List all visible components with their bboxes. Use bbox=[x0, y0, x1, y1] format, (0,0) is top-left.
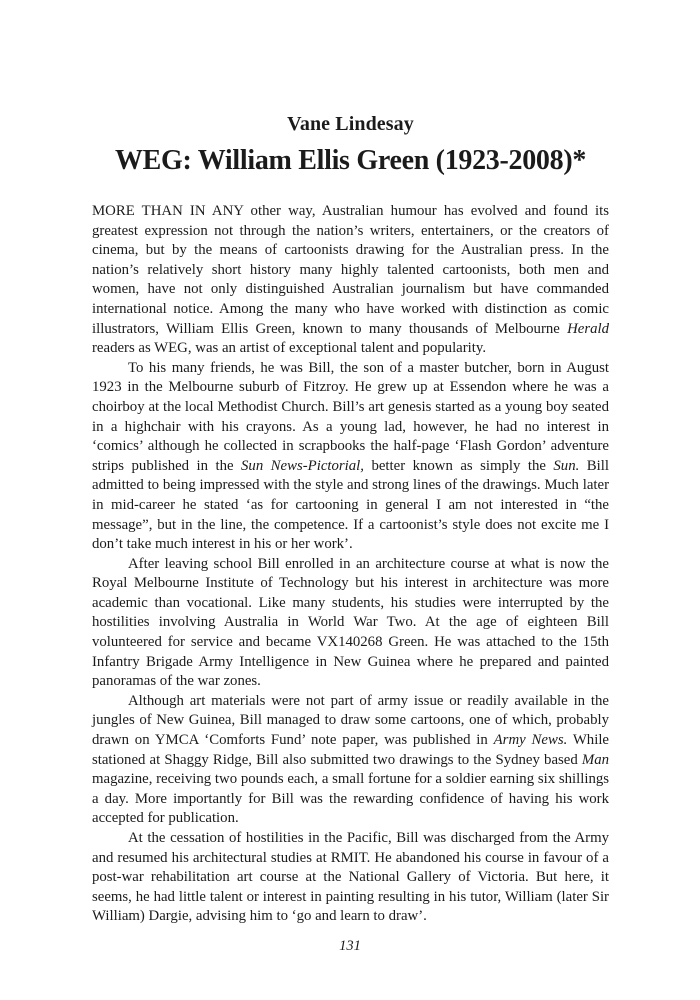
paragraph-1-text: MORE THAN IN ANY other way, Australian humour has evolved and found its greatest expression not through the nation’s writers, entertainers, or the creators of cinema, but by the means of cartoonists drawing for the Australian press. In the nation’s relatively short history many highly talented cartoonists, both men and women, have not only distinguished Australian journalism but have commanded international notice. Among the many who have worked with distinction as comic illustrators, William Ellis Green, known to many thousands of Melbourne bbox=[92, 203, 609, 337]
page-number: 131 bbox=[339, 938, 361, 954]
paragraph-1-text-end: readers as WEG, was an artist of exceptional talent and popularity. bbox=[92, 340, 487, 357]
paragraph-5 bbox=[92, 829, 609, 927]
paragraph-2-italic-sun: Sun. bbox=[553, 457, 580, 474]
paragraph-2-text-end: Bill admitted to being impressed with the style and strong lines of the drawings. Much later in mid-career he stated ‘as for cartooning in general I am not interested in “the message”, but in the line, the competence. If a cartoonist’s style does not excite me I don’t take much interest in his or her work’. bbox=[92, 457, 609, 553]
author-name: Vane Lindesay bbox=[287, 113, 414, 135]
paragraph-3 bbox=[92, 555, 609, 692]
paragraph-4-text: Although art materials were not part of army issue or readily available in the jungles of New Guinea, Bill managed to draw some cartoons, one of which, probably drawn on YMCA ‘Comforts Fund’ note paper, was published in bbox=[92, 692, 609, 749]
paragraph-5-text: At the cessation of hostilities in the Pacific, Bill was discharged from the Army and resumed his architectural studies at RMIT. He abandoned his course in favour of a post-war rehabilitation art course at the National Gallery of Victoria. But here, it seems, he had little talent or interest in painting resulting in his tutor, William (later Sir William) Dargie, advising him to ‘go and learn to draw’. bbox=[92, 830, 609, 925]
article-page bbox=[92, 112, 609, 927]
paragraph-2-text-mid: better known as simply the bbox=[363, 457, 554, 474]
paragraph-2 bbox=[92, 359, 609, 555]
paragraph-2-italic-sun-news-pictorial: Sun News-Pictorial, bbox=[241, 457, 364, 474]
paragraph-4-italic-man: Man bbox=[581, 751, 609, 768]
paragraph-1-italic-herald: Herald bbox=[567, 320, 609, 337]
paragraph-4 bbox=[92, 692, 609, 829]
paragraph-3-text: After leaving school Bill enrolled in an architecture course at what is now the Royal Melbourne Institute of Technology but his interest in architecture was more academic than vocational. Like many students, his studies were interrupted by the hostilities involving Australia in World War Two. At the age of eighteen Bill volunteered for service and became VX140268 Green. He was attached to the 15th Infantry Brigade Army Intelligence in New Guinea where he prepared and painted panoramas of the war zones. bbox=[92, 555, 609, 690]
article-body bbox=[92, 202, 609, 927]
paragraph-2-text: To his many friends, he was Bill, the son of a master butcher, born in August 1923 in the Melbourne suburb of Fitzroy. He grew up at Essendon where he was a choirboy at the local Methodist Church. Bill’s art genesis started as a young boy seated in a highchair with his crayons. As a young lad, however, he had no interest in ‘comics’ although he collected in scrapbooks the half-page ‘Flash Gordon’ adventure strips published in the bbox=[92, 359, 609, 474]
article-title: WEG: William Ellis Green (1923-2008)* bbox=[114, 145, 587, 176]
paragraph-1 bbox=[92, 202, 609, 359]
paragraph-4-text-end: magazine, receiving two pounds each, a small fortune for a soldier earning six shillings a day. More importantly for Bill was the rewarding confidence of having his work accepted for publication. bbox=[92, 771, 609, 827]
paragraph-4-text-mid: While stationed at Shaggy Ridge, Bill also submitted two drawings to the Sydney based bbox=[92, 732, 609, 768]
paragraph-4-italic-army-news: Army News. bbox=[493, 732, 568, 749]
